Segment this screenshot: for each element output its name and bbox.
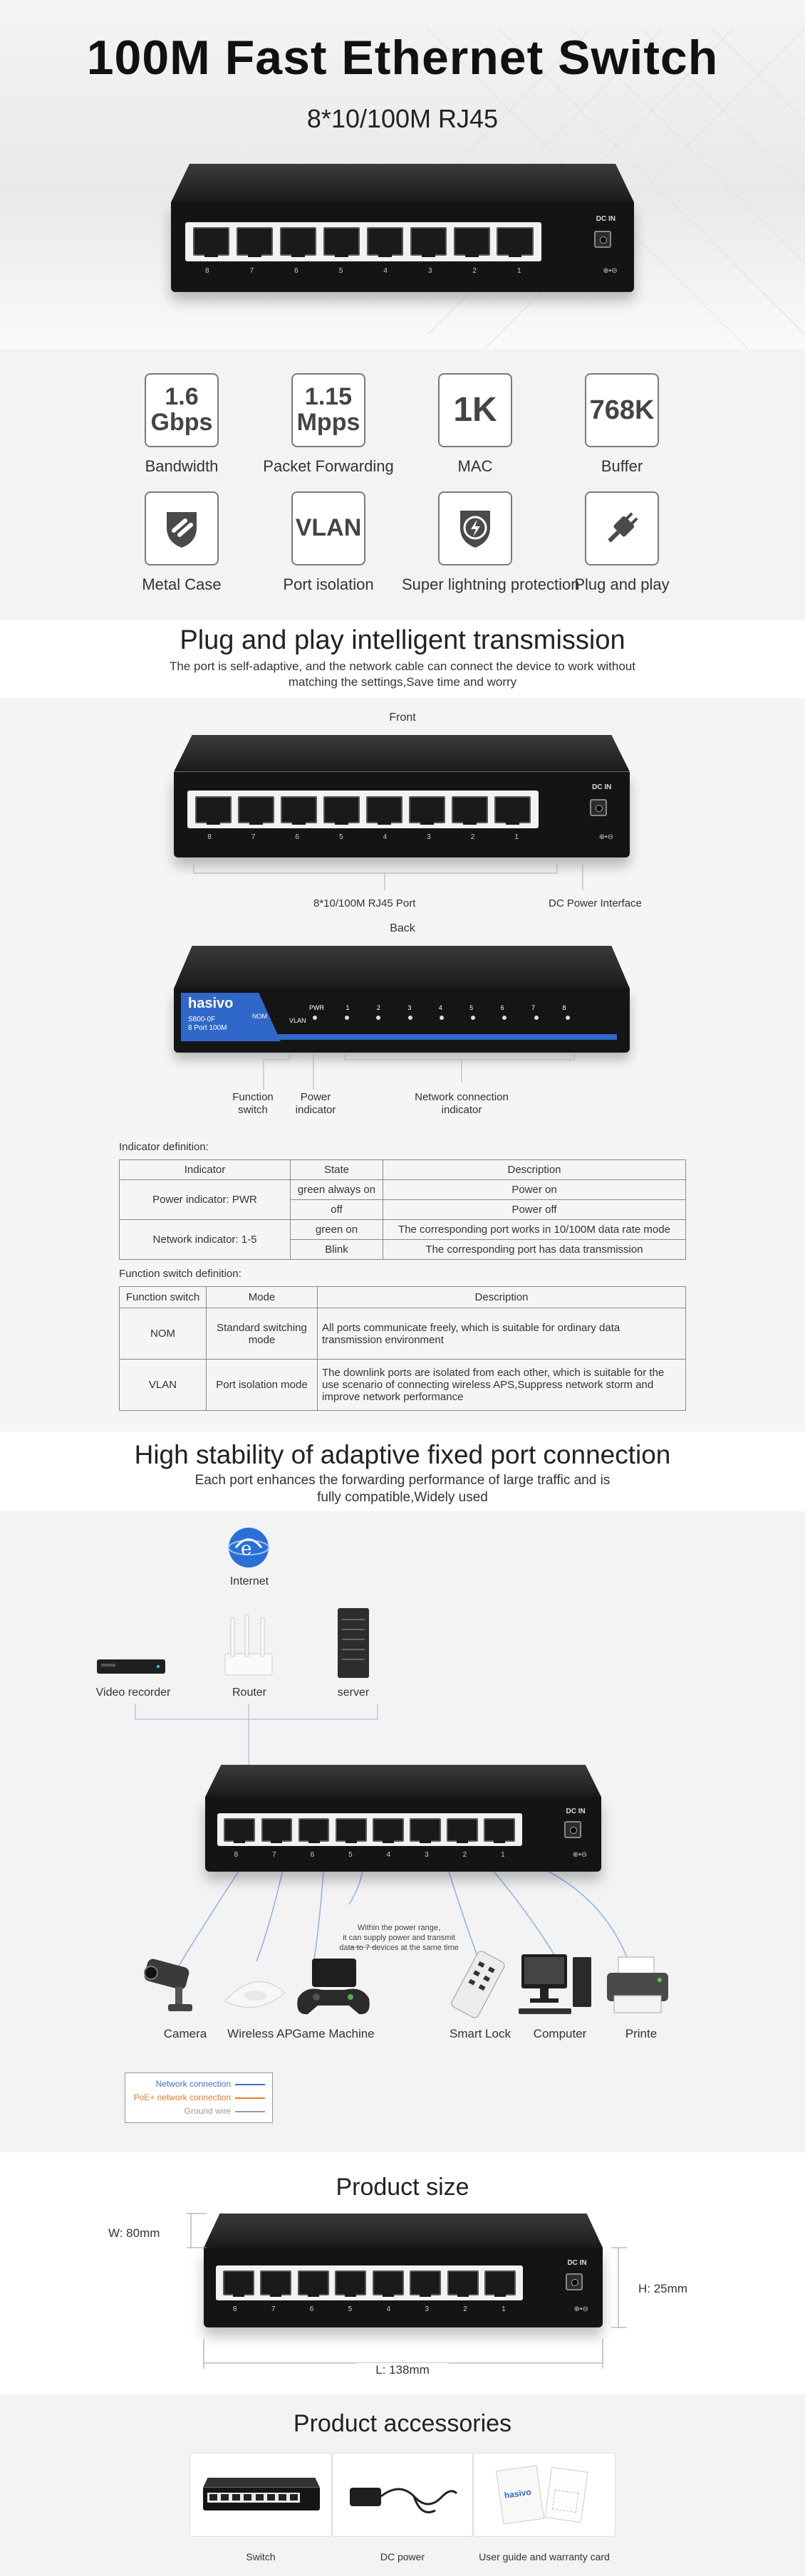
back-label: Back: [390, 922, 415, 934]
spec-label: Super lightning protection: [402, 575, 580, 593]
port-led-label: 6: [500, 1004, 504, 1011]
computer-icon: [516, 1949, 596, 2023]
rj45-port: [454, 227, 490, 256]
smart-lock-icon: [442, 1950, 513, 2021]
hero-switch-image: [171, 164, 634, 292]
dc-jack: [594, 231, 611, 248]
table-cell: NOM: [120, 1308, 207, 1360]
accessories-heading: Product accessories: [293, 2410, 512, 2437]
rj45-port: [224, 1818, 255, 1842]
back-callout-lines: [0, 698, 805, 1111]
buffer-icon: 768K: [585, 373, 659, 447]
switch-front: [171, 202, 634, 292]
function-table: [119, 1286, 686, 1411]
port-led-label: 7: [531, 1004, 536, 1011]
accessory-label: DC power: [380, 2551, 425, 2562]
table-cell: Network indicator: 1-5: [120, 1220, 291, 1260]
port-number: 7: [249, 266, 254, 275]
rj45-port: [367, 227, 403, 256]
function-switch-callout: Function switch: [232, 1091, 274, 1116]
rj45-port: [497, 227, 533, 256]
height-dimension-label: H: 25mm: [638, 2282, 687, 2295]
port-led-label: 4: [438, 1004, 442, 1011]
table-cell: Port isolation mode: [207, 1360, 318, 1411]
table-cell: Power on: [383, 1180, 686, 1200]
pwr-label: PWR: [309, 1004, 324, 1011]
spec-port-isolation: [255, 491, 402, 610]
spec-label: Buffer: [601, 457, 643, 475]
stability-description-line1: Each port enhances the forwarding performance of large traffic and is: [194, 1473, 611, 1488]
dc-power-callout: DC Power Interface: [549, 897, 642, 909]
power-note: Within the power range, it can supply power and transmit data to 7 devices at the same time: [339, 1924, 459, 1952]
helmet-icon: [145, 491, 219, 565]
plug-heading-section: [0, 620, 805, 698]
table-cell: Blink: [291, 1240, 383, 1260]
legend-ground: Ground wire: [133, 2105, 265, 2118]
dc-polarity-symbol: ⊕•⊖: [603, 266, 618, 275]
port-bank: [185, 222, 542, 261]
port-led-label: 5: [469, 1004, 474, 1011]
port-led-label: 2: [376, 1004, 380, 1011]
stability-description-line2: fully compatible,Widely used: [317, 1490, 488, 1505]
table-cell: Power off: [383, 1200, 686, 1220]
table-cell: Power indicator: PWR: [120, 1180, 291, 1220]
rj45-port: [336, 1818, 367, 1842]
spec-label: Packet Forwarding: [263, 457, 394, 475]
rj45-port: [261, 1818, 293, 1842]
spec-label: Port isolation: [283, 575, 374, 593]
port-number: 4: [383, 266, 388, 275]
table-cell: Standard switching mode: [207, 1308, 318, 1360]
table-cell: All ports communicate freely, which is suitable for ordinary data transmission environment: [318, 1308, 686, 1360]
game-machine-icon: [291, 1954, 376, 2023]
rj45-port: [484, 1818, 515, 1842]
specs-grid: [108, 373, 695, 610]
topology-switch-image: 8 7 6 5 4 3 2 1 DC IN ⊕•⊖: [205, 1765, 601, 1872]
front-switch-image: 8 7 6 5 4 3 2 1 DC IN ⊕•⊖: [174, 735, 630, 857]
indicator-table-title: Indicator definition:: [119, 1141, 209, 1153]
function-table-title: Function switch definition:: [119, 1268, 242, 1280]
vlan-label: VLAN: [289, 1017, 306, 1024]
table-header: Indicator: [120, 1160, 291, 1180]
spec-label: Plug and play: [574, 575, 670, 593]
device-label: Camera: [163, 2027, 207, 2040]
rj45-port: [447, 1818, 478, 1842]
packet-forwarding-icon: 1.15 Mpps: [291, 373, 365, 447]
port-numbers: [185, 267, 542, 275]
hero-section: [0, 0, 805, 349]
page-subtitle: 8*10/100M RJ45: [306, 104, 499, 133]
spec-label: Metal Case: [142, 575, 222, 593]
legend-poe: PoE+ network connection: [133, 2091, 265, 2105]
page-title: 100M Fast Ethernet Switch: [86, 31, 719, 85]
device-label: Game Machine: [292, 2027, 375, 2040]
port-number: 5: [338, 266, 343, 275]
spec-metal-case: [108, 491, 255, 610]
rj45-port: [237, 227, 273, 256]
device-label: Wireless AP: [227, 2027, 293, 2040]
bandwidth-icon: 1.6 Gbps: [145, 373, 219, 447]
topology-section: [0, 1511, 805, 2152]
legend-network: Network connection: [133, 2077, 265, 2091]
user-guide-booklet: [496, 2465, 544, 2524]
router-label: Router: [232, 1686, 267, 1699]
rj45-port: [373, 1818, 404, 1842]
table-header: State: [291, 1160, 383, 1180]
product-size-section: [0, 2152, 805, 2394]
port-number: 2: [472, 266, 477, 275]
rj45-port: [193, 227, 229, 256]
port-callout: 8*10/100M RJ45 Port: [313, 897, 416, 909]
plug-icon: [585, 491, 659, 565]
table-cell: The corresponding port has data transmission: [383, 1240, 686, 1260]
plug-description-line1: The port is self-adaptive, and the network cable can connect the device to work without: [170, 659, 635, 673]
wireless-ap-icon: [219, 1964, 291, 2021]
nom-label: NOM: [252, 1013, 267, 1020]
power-adapter-icon: [343, 2468, 464, 2525]
port-led-label: 3: [407, 1004, 412, 1011]
indicator-table: [119, 1159, 686, 1260]
accessories-section: [0, 2394, 805, 2576]
network-indicator-callout: Network connection indicator: [415, 1091, 509, 1116]
spec-mac: [402, 373, 549, 491]
accessory-card-dc-power: [332, 2453, 473, 2537]
power-indicator-callout: Power indicator: [295, 1091, 336, 1116]
model-text: S800-0F: [188, 1016, 216, 1023]
connection-legend: [125, 2072, 273, 2123]
port-number: 6: [294, 266, 298, 275]
port-led-label: 1: [346, 1004, 350, 1011]
accessory-label: User guide and warranty card: [479, 2551, 610, 2562]
specs-section: [0, 349, 805, 620]
plug-heading: Plug and play intelligent transmission: [180, 625, 625, 655]
port-number: 8: [205, 266, 209, 275]
brand-logo: hasivo: [188, 996, 234, 1011]
rj45-port: [410, 227, 447, 256]
spec-bandwidth: [108, 373, 255, 491]
lightning-shield-icon: [438, 491, 512, 565]
rj45-port: [280, 227, 316, 256]
spec-buffer: [549, 373, 695, 491]
spec-lightning-protection: [402, 491, 580, 610]
device-label: Printe: [625, 2027, 658, 2040]
device-label: Computer: [533, 2027, 587, 2040]
size-switch-image: 8 7 6 5 4 3 2 1 DC IN ⊕•⊖: [204, 2213, 603, 2327]
dimension-lines: [0, 2152, 805, 2394]
table-cell: The corresponding port works in 10/100M data rate mode: [383, 1220, 686, 1240]
rj45-port: [410, 1818, 441, 1842]
guide-brand-logo: hasivo: [503, 2486, 532, 2501]
spec-plug-and-play: [549, 491, 695, 610]
table-cell: The downlink ports are isolated from each other, which is suitable for the use scenario of connecting wireless APS,Suppress network storm and improve network performance: [318, 1360, 686, 1411]
spec-packet-forwarding: [255, 373, 402, 491]
definition-section: [0, 698, 805, 1432]
stability-heading-section: [0, 1432, 805, 1511]
vlan-icon: VLAN: [291, 491, 365, 565]
spec-label: Bandwidth: [145, 457, 219, 475]
mac-icon: 1K: [438, 373, 512, 447]
accessory-card-switch: [189, 2453, 332, 2537]
port-number: 1: [516, 266, 521, 275]
internet-label: Internet: [229, 1575, 269, 1587]
product-size-heading: Product size: [336, 2174, 469, 2201]
dc-in-label: DC IN: [596, 214, 616, 223]
table-cell: off: [291, 1200, 383, 1220]
table-header: Description: [383, 1160, 686, 1180]
width-dimension-label: W: 80mm: [108, 2226, 160, 2240]
printer-icon: [603, 1953, 674, 2021]
server-label: server: [337, 1686, 370, 1699]
spec-label: MAC: [457, 457, 493, 475]
table-cell: VLAN: [120, 1360, 207, 1411]
video-recorder-label: Video recorder: [95, 1686, 171, 1699]
port-led-label: 8: [562, 1004, 566, 1011]
svg-text:e: e: [241, 1538, 252, 1560]
device-label: Smart Lock: [450, 2027, 511, 2040]
table-header: Function switch: [120, 1287, 207, 1308]
warranty-card: [544, 2467, 588, 2523]
rj45-port: [298, 1818, 330, 1842]
model-text: 8 Port 100M: [188, 1024, 227, 1032]
table-header: Mode: [207, 1287, 318, 1308]
accessory-switch-image: [203, 2478, 320, 2510]
port-number: 3: [427, 266, 432, 275]
stability-heading: High stability of adaptive fixed port connection: [134, 1440, 671, 1469]
length-dimension-label: L: 138mm: [356, 2363, 449, 2377]
table-cell: green always on: [291, 1180, 383, 1200]
switch-top: [171, 164, 634, 202]
table-cell: green on: [291, 1220, 383, 1240]
front-label: Front: [389, 711, 416, 724]
table-header: Description: [318, 1287, 686, 1308]
camera-icon: [140, 1956, 218, 2021]
accessory-label: Switch: [246, 2551, 276, 2562]
plug-description-line2: matching the settings,Save time and worry: [288, 675, 517, 689]
accessory-card-guide: [473, 2453, 616, 2537]
rj45-port: [323, 227, 360, 256]
